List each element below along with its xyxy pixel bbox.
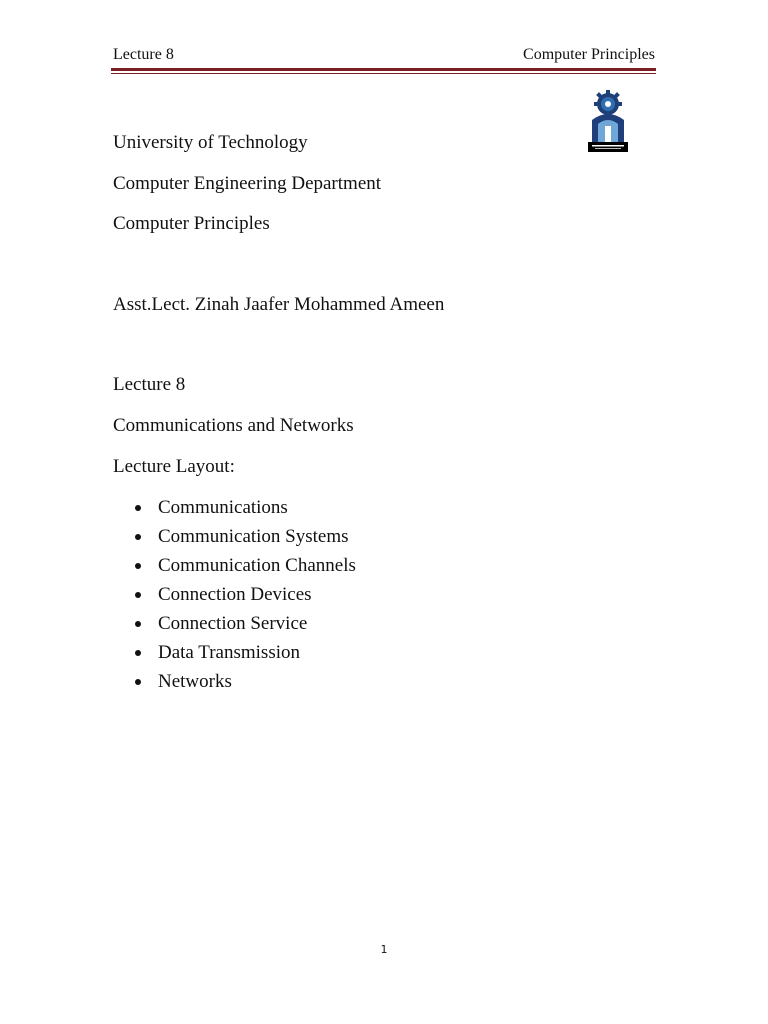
- list-item: [113, 554, 356, 583]
- bullet-icon: [135, 679, 141, 685]
- header-rule-thick: [111, 68, 656, 71]
- bullet-icon: [135, 650, 141, 656]
- list-item: [113, 583, 356, 612]
- list-item-label: Connection Devices: [158, 584, 312, 605]
- department-name: Computer Engineering Department: [113, 173, 382, 194]
- list-item: [113, 496, 356, 525]
- list-item: [113, 525, 356, 554]
- list-item-label: Connection Service: [158, 613, 308, 634]
- layout-heading: Lecture Layout:: [113, 456, 235, 477]
- list-item-label: Communication Systems: [158, 526, 349, 547]
- lecturer-name: Asst.Lect. Zinah Jaafer Mohammed Ameen: [113, 294, 445, 315]
- university-logo-icon: [586, 90, 630, 154]
- list-item-label: Communication Channels: [158, 555, 356, 576]
- lecture-number: Lecture 8: [113, 374, 186, 395]
- university-logo: [586, 90, 630, 154]
- header-course-label: Computer Principles: [523, 46, 655, 63]
- header-rule-thin: [111, 73, 656, 74]
- page-number: 1: [380, 943, 388, 956]
- bullet-icon: [135, 563, 141, 569]
- list-item: [113, 670, 356, 699]
- list-item: [113, 612, 356, 641]
- lecture-topic: Communications and Networks: [113, 415, 354, 436]
- university-name: University of Technology: [113, 132, 308, 153]
- list-item-label: Data Transmission: [158, 642, 300, 663]
- header-lecture-label: Lecture 8: [113, 46, 174, 63]
- bullet-icon: [135, 534, 141, 540]
- bullet-icon: [135, 592, 141, 598]
- list-item: [113, 641, 356, 670]
- list-item-label: Communications: [158, 497, 288, 518]
- bullet-icon: [135, 621, 141, 627]
- page-header: [113, 46, 655, 68]
- bullet-icon: [135, 505, 141, 511]
- list-item-label: Networks: [158, 671, 232, 692]
- course-name: Computer Principles: [113, 213, 270, 234]
- lecture-layout-list: [113, 496, 356, 699]
